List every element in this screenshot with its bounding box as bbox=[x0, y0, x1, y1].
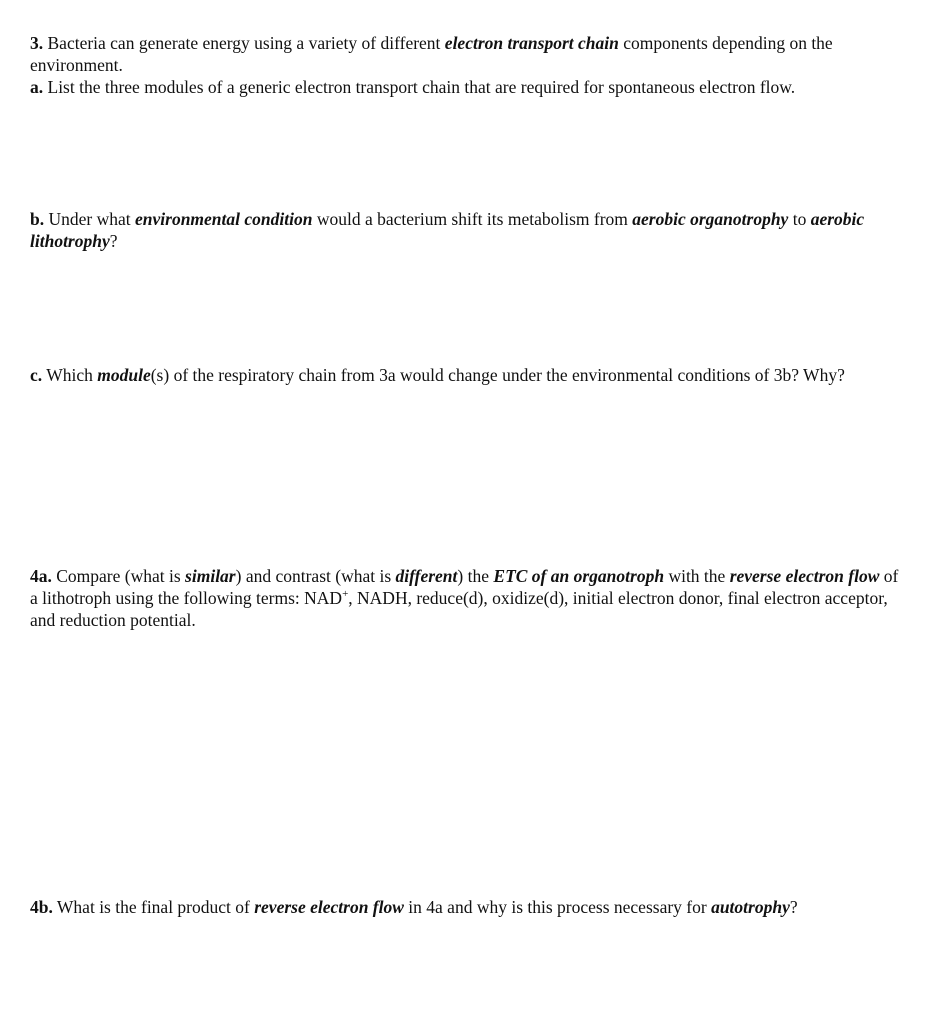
emphasis-term: autotrophy bbox=[711, 897, 790, 917]
question-text: ? bbox=[789, 897, 798, 917]
question-3b bbox=[30, 208, 910, 252]
emphasis-term: aerobic organotrophy bbox=[632, 209, 789, 229]
question-3c bbox=[30, 364, 910, 386]
question-number: a. bbox=[30, 77, 44, 97]
question-text: components depending on the environment. bbox=[30, 33, 833, 75]
question-number: 3. bbox=[30, 33, 44, 53]
emphasis-term: similar bbox=[185, 566, 236, 586]
question-3-intro bbox=[30, 32, 910, 76]
question-number: 4b. bbox=[30, 897, 53, 917]
question-text: ? bbox=[109, 231, 118, 251]
emphasis-term: environmental condition bbox=[135, 209, 313, 229]
question-text: would a bacterium shift its metabolism from bbox=[312, 209, 633, 229]
question-text: in 4a and why is this process necessary for bbox=[403, 897, 712, 917]
question-number: 4a. bbox=[30, 566, 52, 586]
emphasis-term: ETC of an organotroph bbox=[493, 566, 665, 586]
question-text: , NADH, reduce(d), oxidize(d), initial electron donor, final electron acceptor, and reduction potential. bbox=[30, 588, 888, 630]
question-text: Compare (what is bbox=[51, 566, 186, 586]
question-4a bbox=[30, 565, 910, 631]
question-number: b. bbox=[30, 209, 45, 229]
question-text: (s) of the respiratory chain from 3a would change under the environmental conditions of 3b? Why? bbox=[150, 365, 845, 385]
emphasis-term: aerobic lithotrophy bbox=[30, 209, 865, 251]
question-text: Bacteria can generate energy using a variety of different bbox=[43, 33, 445, 53]
question-3a bbox=[30, 76, 910, 98]
emphasis-term: reverse electron flow bbox=[254, 897, 404, 917]
question-text: What is the final product of bbox=[52, 897, 255, 917]
question-text: to bbox=[788, 209, 811, 229]
emphasis-term: module bbox=[97, 365, 151, 385]
question-text: ) the bbox=[457, 566, 494, 586]
emphasis-term: different bbox=[395, 566, 458, 586]
question-text: of a lithotroph using the following terms: NAD bbox=[30, 566, 899, 608]
question-text: with the bbox=[664, 566, 730, 586]
question-text: List the three modules of a generic electron transport chain that are required for spontaneous electron flow. bbox=[43, 77, 796, 97]
emphasis-term: electron transport chain bbox=[444, 33, 619, 53]
question-4b bbox=[30, 896, 910, 918]
question-text: Which bbox=[42, 365, 98, 385]
superscript-plus: + bbox=[342, 588, 349, 601]
emphasis-term: reverse electron flow bbox=[729, 566, 880, 586]
question-text: ) and contrast (what is bbox=[235, 566, 396, 586]
question-text: Under what bbox=[44, 209, 135, 229]
question-number: c. bbox=[30, 365, 43, 385]
